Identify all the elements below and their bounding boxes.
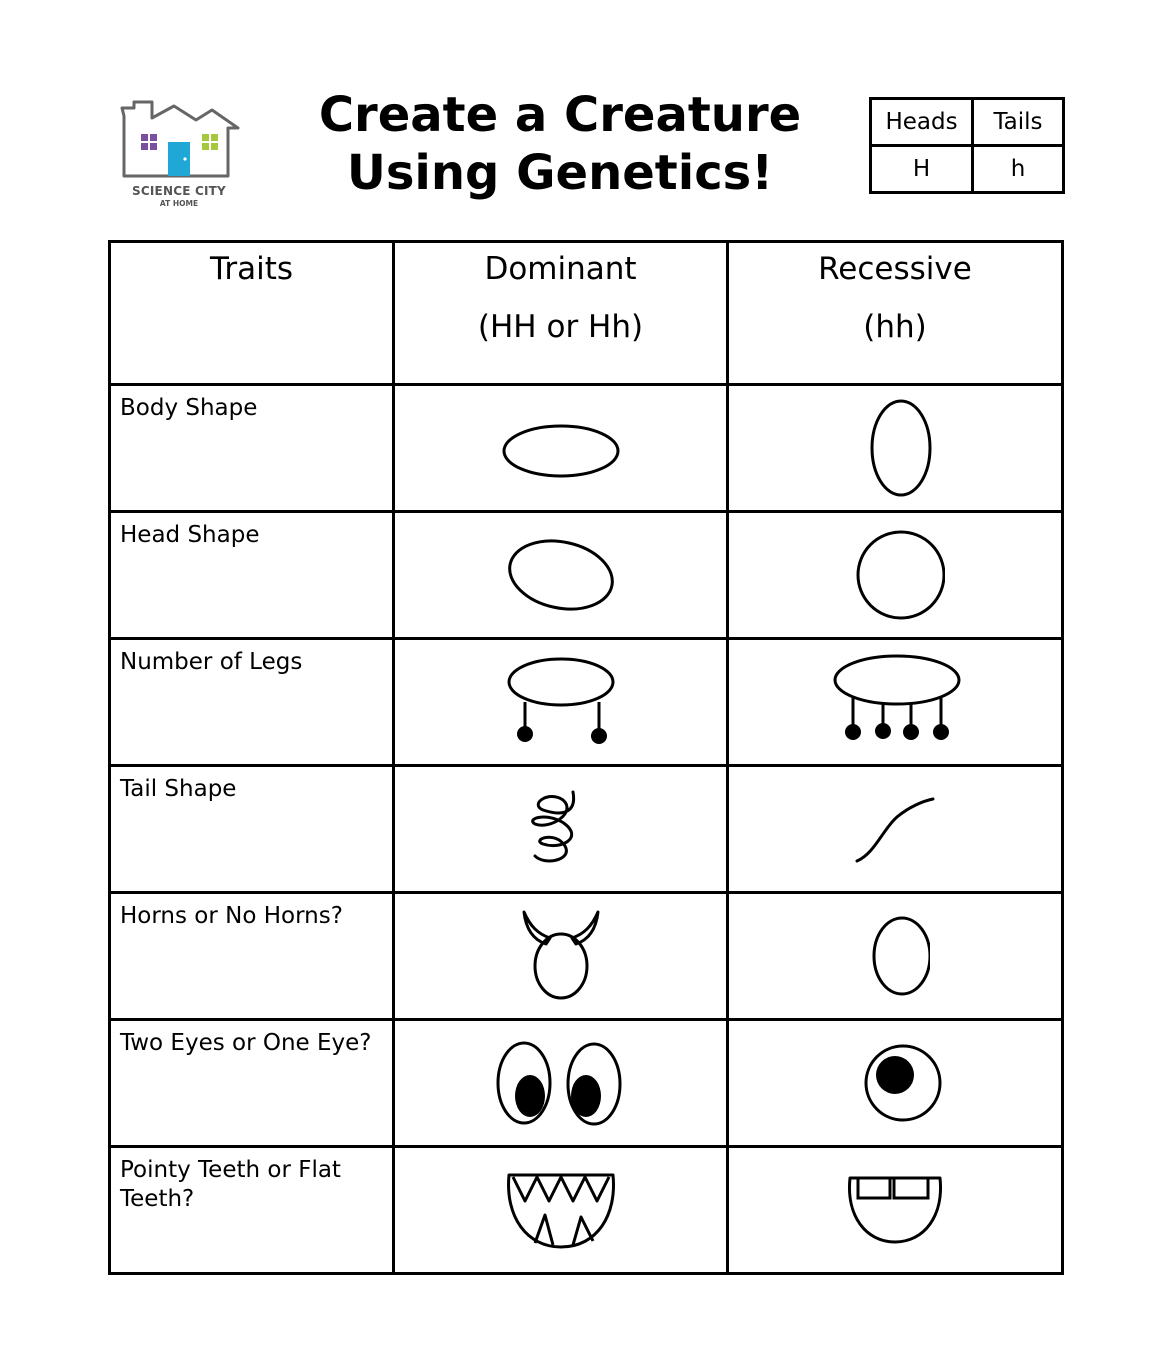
science-city-logo bbox=[112, 96, 246, 214]
tilted-oval-icon bbox=[501, 535, 621, 615]
dominant-cell bbox=[394, 1020, 728, 1147]
trait-label: Body Shape bbox=[110, 385, 394, 512]
table-row bbox=[110, 766, 1063, 893]
coin-key-heads-value: H bbox=[871, 146, 973, 193]
dominant-header-sub: (HH or Hh) bbox=[477, 309, 644, 345]
title-line-2: Using Genetics! bbox=[346, 145, 774, 201]
traits-table bbox=[108, 240, 1064, 1275]
recessive-header-label: Recessive bbox=[818, 251, 972, 287]
traits-header-label: Traits bbox=[209, 251, 294, 287]
house-logo-icon bbox=[112, 96, 246, 196]
wide-oval-icon bbox=[496, 413, 626, 483]
recessive-cell bbox=[728, 1020, 1063, 1147]
curved-tail-icon bbox=[845, 789, 945, 869]
dominant-column-header bbox=[394, 242, 728, 385]
dominant-header-label: Dominant bbox=[484, 251, 637, 287]
title-line-1: Create a Creature bbox=[318, 87, 802, 143]
pointy-teeth-icon bbox=[501, 1165, 621, 1255]
one-eye-icon bbox=[845, 1038, 945, 1128]
dominant-cell bbox=[394, 1147, 728, 1274]
tall-oval-icon bbox=[855, 396, 935, 500]
coin-key-header-row bbox=[871, 99, 1064, 146]
recessive-cell bbox=[728, 512, 1063, 639]
trait-label: Head Shape bbox=[110, 512, 394, 639]
coin-key-tails-label: Tails bbox=[973, 99, 1064, 146]
coin-key-tails-value: h bbox=[973, 146, 1064, 193]
trait-label: Pointy Teeth or Flat Teeth? bbox=[110, 1147, 394, 1274]
table-row bbox=[110, 893, 1063, 1020]
two-eyes-icon bbox=[494, 1038, 628, 1128]
trait-label: Number of Legs bbox=[110, 639, 394, 766]
recessive-column-header bbox=[728, 242, 1063, 385]
table-row bbox=[110, 639, 1063, 766]
dominant-cell bbox=[394, 893, 728, 1020]
curly-tail-icon bbox=[521, 784, 601, 874]
four-legs-icon bbox=[825, 652, 965, 752]
dominant-cell bbox=[394, 766, 728, 893]
recessive-cell bbox=[728, 1147, 1063, 1274]
recessive-cell bbox=[728, 639, 1063, 766]
trait-label: Two Eyes or One Eye? bbox=[110, 1020, 394, 1147]
page-title bbox=[300, 86, 820, 202]
trait-label: Horns or No Horns? bbox=[110, 893, 394, 1020]
logo-subtitle: AT HOME bbox=[159, 199, 199, 208]
table-row bbox=[110, 1147, 1063, 1274]
table-row bbox=[110, 385, 1063, 512]
dominant-cell bbox=[394, 512, 728, 639]
table-row bbox=[110, 512, 1063, 639]
dominant-cell bbox=[394, 385, 728, 512]
recessive-cell bbox=[728, 385, 1063, 512]
coin-key-table bbox=[869, 97, 1065, 194]
recessive-cell bbox=[728, 893, 1063, 1020]
coin-key-heads-label: Heads bbox=[871, 99, 973, 146]
logo-name: SCIENCE CITY bbox=[132, 184, 226, 198]
table-row bbox=[110, 1020, 1063, 1147]
traits-column-header bbox=[110, 242, 394, 385]
no-horns-icon bbox=[860, 913, 930, 999]
two-legs-icon bbox=[501, 652, 621, 752]
dominant-cell bbox=[394, 639, 728, 766]
recessive-cell bbox=[728, 766, 1063, 893]
circle-icon bbox=[845, 525, 945, 625]
coin-key-value-row bbox=[871, 146, 1064, 193]
trait-label: Tail Shape bbox=[110, 766, 394, 893]
traits-header-row bbox=[110, 242, 1063, 385]
flat-teeth-icon bbox=[840, 1168, 950, 1252]
recessive-header-sub: (hh) bbox=[863, 309, 927, 345]
horns-icon bbox=[516, 908, 606, 1004]
